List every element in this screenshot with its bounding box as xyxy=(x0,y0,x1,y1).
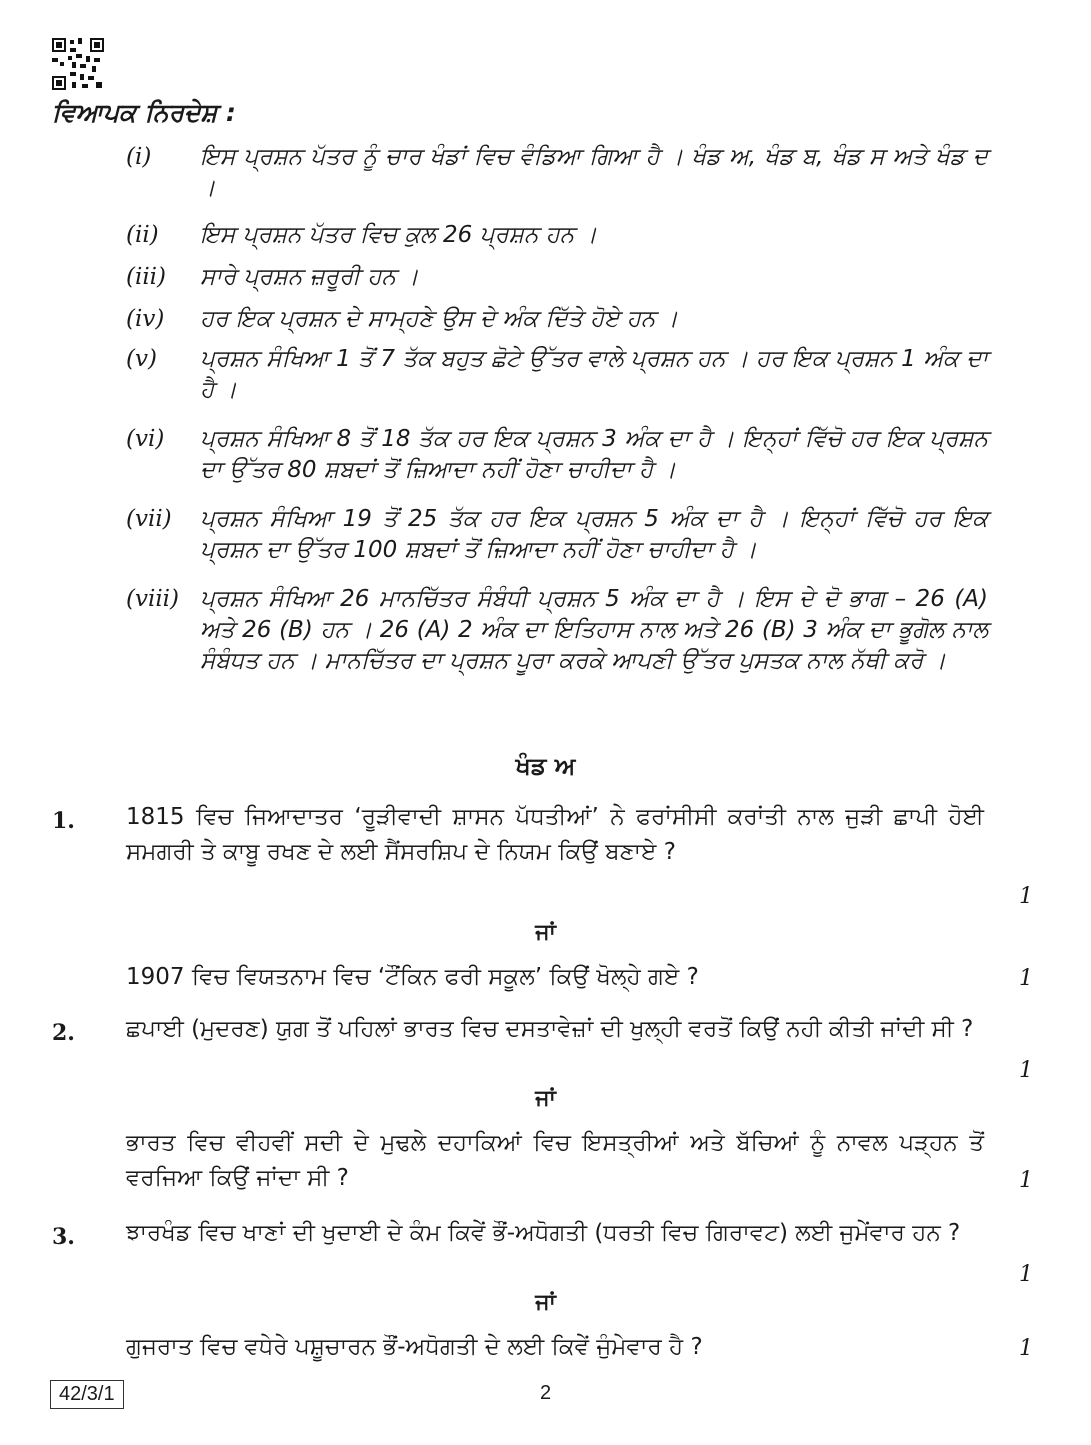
instruction-item xyxy=(126,504,988,566)
or-label: ਜਾਂ xyxy=(535,1290,556,1315)
instruction-number: (iv) xyxy=(126,306,165,332)
instruction-item xyxy=(126,344,988,406)
instruction-text: ਪ੍ਰਸ਼ਨ ਸੰਖਿਆ 19 ਤੋਂ 25 ਤੱਕ ਹਰ ਇਕ ਪ੍ਰਸ਼ਨ 5 ਅੰਕ ਦਾ ਹੈ । ਇਨ੍ਹਾਂ ਵਿੱਚੋ ਹਰ ਇਕ ਪ੍ਰਸ਼ਨ ਦਾ ਉੱਤਰ 100 ਸ਼ਬਦਾਂ ਤੋਂ ਜ਼ਿਆਦਾ ਨਹੀਂ ਹੋਣਾ ਚਾਹੀਦਾ ਹੈ । xyxy=(200,506,988,563)
alternative-question-marks: 1 xyxy=(1019,966,1033,991)
question-marks: 1 xyxy=(1019,884,1033,909)
instruction-number: (viii) xyxy=(126,586,180,612)
instruction-item xyxy=(126,220,988,251)
instruction-number: (i) xyxy=(126,144,152,170)
question-text: 1815 ਵਿਚ ਜਿਆਦਾਤਰ ‘ਰੂੜੀਵਾਦੀ ਸ਼ਾਸਨ ਪੱਧਤੀਆਂ’ ਨੇ ਫਰਾਂਸੀਸੀ ਕਰਾਂਤੀ ਨਾਲ ਜੁੜੀ ਛਾਪੀ ਹੋਈ ਸਮਗਰੀ ਤੇ ਕਾਬੂ ਰਖਣ ਦੇ ਲਈ ਸੈਂਸਰਸ਼ਿਪ ਦੇ ਨਿਯਮ ਕਿਉਂ ਬਣਾਏ ? xyxy=(126,804,984,865)
instruction-number: (ii) xyxy=(126,222,159,248)
qr-code-icon xyxy=(52,38,104,90)
question-number: 2. xyxy=(52,1020,75,1046)
instructions-heading: ਵਿਆਪਕ ਨਿਰਦੇਸ਼ : xyxy=(52,98,236,127)
question-text: ਝਾਰਖੰਡ ਵਿਚ ਖਾਣਾਂ ਦੀ ਖੁਦਾਈ ਦੇ ਕੰਮ ਕਿਵੇਂ ਭੌਂ-ਅਧੋਗਤੀ (ਧਰਤੀ ਵਿਚ ਗਿਰਾਵਟ) ਲਈ ਜੁਮੇਂਵਾਰ ਹਨ ? xyxy=(126,1220,961,1246)
section-title: ਖੰਡ ਅ xyxy=(515,752,576,780)
instruction-item xyxy=(126,424,988,486)
paper-code: 42/3/1 xyxy=(50,1380,124,1409)
instruction-text: ਇਸ ਪ੍ਰਸ਼ਨ ਪੱਤਰ ਨੂੰ ਚਾਰ ਖੰਡਾਂ ਵਿਚ ਵੰਡਿਆ ਗਿਆ ਹੈ । ਖੰਡ ਅ, ਖੰਡ ਬ, ਖੰਡ ਸ ਅਤੇ ਖੰਡ ਦ । xyxy=(200,144,988,201)
question-number: 1. xyxy=(52,808,75,834)
instruction-text: ਸਾਰੇ ਪ੍ਰਸ਼ਨ ਜ਼ਰੂਰੀ ਹਨ । xyxy=(200,264,419,290)
instruction-number: (vi) xyxy=(126,426,165,452)
alternative-question-text: ਭਾਰਤ ਵਿਚ ਵੀਹਵੀਂ ਸਦੀ ਦੇ ਮੁਢਲੇ ਦਹਾਕਿਆਂ ਵਿਚ ਇਸਤ੍ਰੀਆਂ ਅਤੇ ਬੱਚਿਆਂ ਨੂੰ ਨਾਵਲ ਪੜ੍ਹਨ ਤੋਂ ਵਰਜਿਆ ਕਿਉਂ ਜਾਂਦਾ ਸੀ ? xyxy=(126,1130,984,1191)
instruction-text: ਹਰ ਇਕ ਪ੍ਰਸ਼ਨ ਦੇ ਸਾਮ੍ਹਣੇ ਉਸ ਦੇ ਅੰਕ ਦਿੱਤੇ ਹੋਏ ਹਨ । xyxy=(200,306,679,332)
instruction-number: (v) xyxy=(126,346,157,372)
instruction-text: ਪ੍ਰਸ਼ਨ ਸੰਖਿਆ 26 ਮਾਨਚਿੱਤਰ ਸੰਬੰਧੀ ਪ੍ਰਸ਼ਨ 5 ਅੰਕ ਦਾ ਹੈ । ਇਸ ਦੇ ਦੋ ਭਾਗ – 26 (A) ਅਤੇ 26 (B) ਹਨ । 26 (A) 2 ਅੰਕ ਦਾ ਇਤਿਹਾਸ ਨਾਲ ਅਤੇ 26 (B) 3 ਅੰਕ ਦਾ ਭੂਗੋਲ ਨਾਲ ਸੰਬੰਧਤ ਹਨ । ਮਾਨਚਿੱਤਰ ਦਾ ਪ੍ਰਸ਼ਨ ਪੂਰਾ ਕਰਕੇ ਆਪਣੀ ਉੱਤਰ ਪੁਸਤਕ ਨਾਲ ਨੱਥੀ ਕਰੋ । xyxy=(200,586,988,674)
alternative-question-text: 1907 ਵਿਚ ਵਿਯਤਨਾਮ ਵਿਚ ‘ਟੌਂਕਿਨ ਫਰੀ ਸਕੂਲ’ ਕਿਉਂ ਖੋਲ੍ਹੇ ਗਏ ? xyxy=(126,964,699,990)
or-label: ਜਾਂ xyxy=(535,1086,556,1111)
question-marks: 1 xyxy=(1019,1058,1033,1083)
instruction-text: ਪ੍ਰਸ਼ਨ ਸੰਖਿਆ 1 ਤੋਂ 7 ਤੱਕ ਬਹੁਤ ਛੋਟੇ ਉੱਤਰ ਵਾਲੇ ਪ੍ਰਸ਼ਨ ਹਨ । ਹਰ ਇਕ ਪ੍ਰਸ਼ਨ 1 ਅੰਕ ਦਾ ਹੈ । xyxy=(200,346,988,403)
instruction-number: (iii) xyxy=(126,264,167,290)
instruction-item xyxy=(126,304,988,335)
instruction-item xyxy=(126,142,988,204)
question-text: ਛਪਾਈ (ਮੁਦਰਣ) ਯੁਗ ਤੋਂ ਪਹਿਲਾਂ ਭਾਰਤ ਵਿਚ ਦਸਤਾਵੇਜ਼ਾਂ ਦੀ ਖੁਲ੍ਹੀ ਵਰਤੋਂ ਕਿਉਂ ਨਹੀ ਕੀਤੀ ਜਾਂਦੀ ਸੀ ? xyxy=(126,1016,974,1042)
alternative-question-marks: 1 xyxy=(1019,1336,1033,1361)
question-marks: 1 xyxy=(1019,1262,1033,1287)
instruction-text: ਇਸ ਪ੍ਰਸ਼ਨ ਪੱਤਰ ਵਿਚ ਕੁਲ 26 ਪ੍ਰਸ਼ਨ ਹਨ । xyxy=(200,222,597,248)
instruction-item xyxy=(126,584,988,677)
instruction-number: (vii) xyxy=(126,506,172,532)
alternative-question-marks: 1 xyxy=(1019,1168,1033,1193)
or-label: ਜਾਂ xyxy=(535,920,556,945)
page-number: 2 xyxy=(539,1382,552,1404)
alternative-question-text: ਗੁਜਰਾਤ ਵਿਚ ਵਧੇਰੇ ਪਸ਼ੂਚਾਰਨ ਭੌਂ-ਅਧੋਗਤੀ ਦੇ ਲਈ ਕਿਵੇਂ ਜੁੰਮੇਵਾਰ ਹੈ ? xyxy=(126,1334,703,1360)
instruction-text: ਪ੍ਰਸ਼ਨ ਸੰਖਿਆ 8 ਤੋਂ 18 ਤੱਕ ਹਰ ਇਕ ਪ੍ਰਸ਼ਨ 3 ਅੰਕ ਦਾ ਹੈ । ਇਨ੍ਹਾਂ ਵਿੱਚੋ ਹਰ ਇਕ ਪ੍ਰਸ਼ਨ ਦਾ ਉੱਤਰ 80 ਸ਼ਬਦਾਂ ਤੋਂ ਜ਼ਿਆਦਾ ਨਹੀਂ ਹੋਣਾ ਚਾਹੀਦਾ ਹੈ । xyxy=(200,426,988,483)
instruction-item xyxy=(126,262,988,293)
question-number: 3. xyxy=(52,1224,75,1250)
